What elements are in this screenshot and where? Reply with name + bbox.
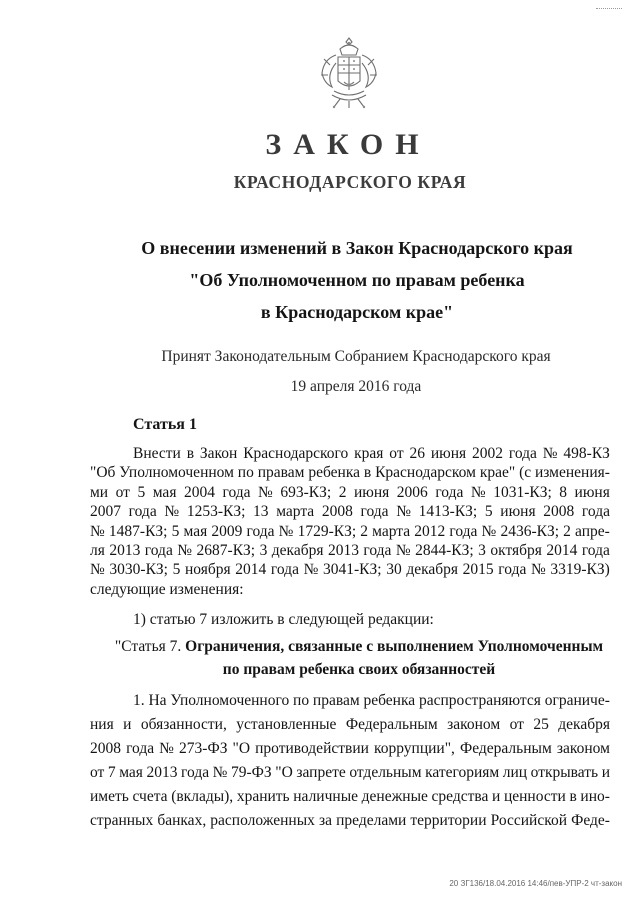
word: ограниче- [544, 692, 610, 710]
word: в [569, 788, 577, 806]
word: 1. [133, 692, 145, 710]
word: 2013 [327, 542, 359, 560]
word: 2436-КЗ; [500, 522, 560, 540]
word: (вклады), [171, 788, 234, 806]
word: 2015 [462, 561, 494, 579]
word: № [258, 483, 273, 501]
word: 2014 [235, 561, 267, 579]
word: 1487-КЗ; [108, 522, 168, 540]
word: 3030-КЗ; [109, 561, 168, 579]
word: (с [519, 464, 532, 482]
word: обязанности, [140, 716, 227, 734]
word: территории [410, 812, 487, 830]
word: в [363, 464, 372, 482]
list-item: 1) статью 7 изложить в следующей редакции: [133, 611, 434, 629]
word: 1729-КЗ; [297, 522, 357, 540]
word: года [508, 445, 537, 462]
word: № [481, 522, 497, 540]
word: 1413-КЗ; [418, 503, 478, 521]
word: изменения- [534, 464, 610, 482]
word: 3041-КЗ; [323, 561, 382, 579]
word: от [389, 445, 404, 462]
word: Федеральным [459, 740, 552, 758]
word: "О [275, 764, 293, 782]
word: 1253-КЗ; [186, 503, 246, 521]
document-footer-code: 20 ЗГ136/18.04.2016 14:46/пев-УПР-2 чт-закон [449, 879, 622, 888]
word: года [246, 522, 275, 540]
word: года [498, 561, 527, 579]
word: № [90, 522, 105, 540]
word: № [177, 542, 193, 560]
word: декабря [558, 716, 610, 734]
text-line [90, 444, 610, 463]
corner-scan-mark [596, 8, 622, 9]
word: 2014 [546, 542, 578, 560]
word: "О [232, 740, 251, 758]
word: ля [90, 542, 105, 560]
word: Российской [490, 812, 567, 830]
word: На [148, 692, 167, 710]
word: края [354, 445, 384, 462]
word: 2008 [90, 740, 121, 758]
word: июня [353, 483, 390, 501]
word: 2007 [90, 503, 121, 521]
word: "Об [90, 464, 116, 482]
word: ребенка [308, 464, 360, 482]
word: года [360, 503, 389, 521]
word: ино- [580, 788, 610, 806]
word: марта [372, 522, 411, 540]
article-heading: Статья 1 [133, 416, 197, 433]
word: года [435, 483, 464, 501]
article-7-title-line: по правам ребенка своих обязанностей [222, 661, 496, 679]
word: ребенка [363, 692, 416, 710]
text-line [90, 737, 610, 761]
word: 2004 [183, 483, 215, 501]
word: правам [257, 464, 305, 482]
word: 5 [172, 561, 181, 579]
word: 8 [559, 483, 568, 501]
word: года [270, 561, 299, 579]
text-line [90, 463, 610, 482]
word: Уполномоченного [170, 692, 290, 710]
word: 25 [533, 716, 549, 734]
word: за [318, 812, 332, 830]
word: 2009 [211, 522, 243, 540]
word: мая [152, 483, 177, 501]
word: 3319-КЗ) [550, 561, 610, 579]
word: 13 [253, 503, 269, 521]
text-line [90, 713, 610, 737]
adoption-body: Принят Законодательным Собранием Краснодарского края [161, 348, 551, 365]
word: 5 [171, 522, 180, 540]
word: и [123, 716, 132, 734]
word: 2 [563, 522, 571, 540]
law-name-line: в Краснодарском крае" [260, 302, 454, 322]
word: и [492, 788, 501, 806]
word: 693-КЗ; [280, 483, 332, 501]
article-7-title-line: Ограничения, связанные с выполнением Уполномоченным [185, 638, 604, 656]
word: ноября [185, 561, 231, 579]
krasnodar-krai-coat-of-arms-icon [318, 35, 380, 111]
word: года [581, 542, 610, 560]
word: декабря [271, 542, 324, 560]
word: года [126, 740, 155, 758]
word: 3 [478, 542, 486, 560]
law-name-line: "Об Уполномоченном по правам ребенка [189, 270, 525, 290]
word: 2006 [396, 483, 428, 501]
article-intro-paragraph [90, 444, 610, 599]
word: отдельным [349, 764, 422, 782]
word: 3 [259, 542, 268, 560]
article-7-prefix: "Статья 7. [114, 638, 186, 656]
word: ми [90, 483, 109, 501]
word: № [303, 561, 319, 579]
word: законом [556, 740, 610, 758]
word: года [181, 764, 210, 782]
word: по [237, 464, 254, 482]
word: противодействии [255, 740, 369, 758]
word: № [212, 764, 228, 782]
text-line [90, 809, 610, 833]
text-line: следующие изменения: [90, 580, 244, 598]
word: категориям [425, 764, 500, 782]
word: 2002 [472, 445, 503, 462]
word: банках, [157, 812, 207, 830]
word: 2 [360, 522, 369, 540]
region-title: КРАСНОДАРСКОГО КРАЯ [233, 172, 467, 192]
word: странных [90, 812, 154, 830]
word: июня [430, 445, 467, 462]
word: законом [447, 716, 501, 734]
text-line [90, 689, 610, 713]
word: хранить [236, 788, 290, 806]
word: декабря [406, 561, 459, 579]
document-type-title: ЗАКОН [265, 128, 431, 161]
word: Краснодарском [375, 464, 476, 482]
word: октября [490, 542, 542, 560]
word: 2013 [146, 764, 178, 782]
word: Федеральным [345, 716, 438, 734]
word: и [601, 764, 610, 782]
word: по [293, 692, 310, 710]
adoption-statement [0, 342, 640, 402]
law-name-line: О внесении изменений в Закон Краснодарского края [141, 238, 573, 258]
word: от [90, 764, 105, 782]
word: № [530, 561, 546, 579]
word: запрете [296, 764, 346, 782]
word: Закон [199, 445, 238, 462]
word: расположенных [210, 812, 315, 830]
word: пределами [336, 812, 407, 830]
document-body [90, 412, 610, 833]
article-7-paragraph-1 [90, 689, 610, 833]
word: в [186, 445, 195, 462]
word: мая [119, 764, 143, 782]
word: лиц [502, 764, 528, 782]
word: 5 [137, 483, 146, 501]
word: 30 [386, 561, 402, 579]
word: 2008 [543, 503, 575, 521]
word: 1031-КЗ; [493, 483, 552, 501]
word: № [159, 740, 174, 758]
word: года [581, 503, 610, 521]
word: июня [574, 483, 610, 501]
word: 2844-КЗ; [415, 542, 474, 560]
word: года [449, 522, 478, 540]
text-line [90, 761, 610, 785]
word: 2013 [109, 542, 141, 560]
text-line [90, 560, 610, 579]
word: правам [312, 692, 360, 710]
word: № [278, 522, 294, 540]
word: от [115, 483, 130, 501]
word: иметь [90, 788, 129, 806]
adoption-date: 19 апреля 2016 года [290, 378, 422, 395]
word: распространяются [418, 692, 541, 710]
word: 2 [338, 483, 347, 501]
word: Краснодарского [243, 445, 349, 462]
word: установленные [236, 716, 337, 734]
word: ния [90, 716, 114, 734]
word: марта [276, 503, 315, 521]
word: № [470, 483, 486, 501]
word: 79-ФЗ [231, 764, 272, 782]
word: июня [500, 503, 536, 521]
word: счета [132, 788, 168, 806]
word: года [128, 503, 157, 521]
word: 5 [484, 503, 493, 521]
word: апре- [575, 522, 610, 540]
article-7-title [90, 635, 610, 681]
word: № [90, 561, 105, 579]
word: года [363, 542, 392, 560]
word: 498-КЗ [563, 445, 610, 462]
text-line [90, 502, 610, 521]
word: № [395, 542, 411, 560]
text-line [90, 522, 610, 541]
word: от [509, 716, 524, 734]
word: коррупции", [374, 740, 455, 758]
law-name [0, 232, 640, 328]
word: 7 [107, 764, 116, 782]
word: 2008 [321, 503, 353, 521]
word: № [396, 503, 411, 521]
word: крае" [479, 464, 516, 482]
word: Уполномоченном [119, 464, 234, 482]
word: 26 [409, 445, 425, 462]
word: наличные [293, 788, 358, 806]
word: № [164, 503, 180, 521]
text-line [90, 541, 610, 560]
word: ценности [503, 788, 566, 806]
word: 273-ФЗ [179, 740, 228, 758]
word: № [542, 445, 558, 462]
word: средства [431, 788, 489, 806]
word: года [144, 542, 173, 560]
text-line [90, 785, 610, 809]
text-line [90, 483, 610, 502]
word: мая [183, 522, 208, 540]
word: 2687-КЗ; [196, 542, 256, 560]
word: денежные [361, 788, 428, 806]
word: открывать [530, 764, 599, 782]
word: года [222, 483, 251, 501]
word: Внести [133, 445, 181, 462]
word: Феде- [571, 812, 610, 830]
word: 2012 [414, 522, 446, 540]
